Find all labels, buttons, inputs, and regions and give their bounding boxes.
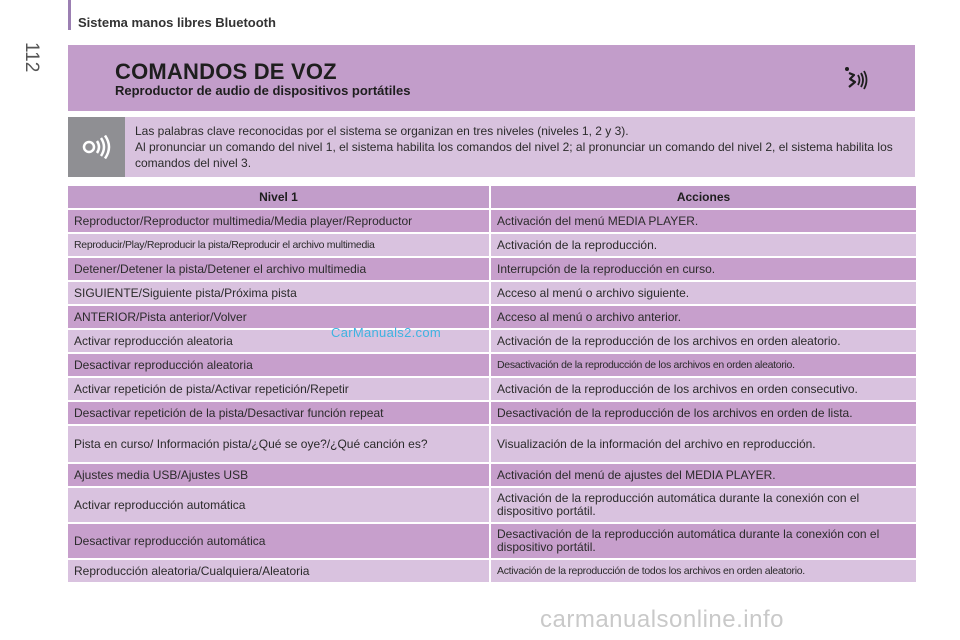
action-cell: Activación de la reproducción de los archivos en orden aleatorio.	[489, 330, 916, 352]
action-cell: Acceso al menú o archivo siguiente.	[489, 282, 916, 304]
command-cell: Reproducción aleatoria/Cualquiera/Aleatoria	[68, 560, 489, 582]
intro-line-2: Al pronunciar un comando del nivel 1, el sistema habilita los comandos del nivel 2; al pronunciar un comando del nivel 2, el sistema habilita los comandos del nivel 3.	[135, 140, 893, 170]
column-header-actions: Acciones	[489, 186, 916, 208]
action-cell: Desactivación de la reproducción automática durante la conexión con el dispositivo portátil.	[489, 524, 916, 558]
action-cell: Acceso al menú o archivo anterior.	[489, 306, 916, 328]
intro-panel	[68, 117, 915, 177]
table-row	[68, 560, 916, 582]
table-row	[68, 426, 916, 462]
action-cell: Activación de la reproducción automática durante la conexión con el dispositivo portátil.	[489, 488, 916, 522]
banner	[68, 45, 915, 111]
page-number: 112	[21, 42, 42, 73]
voice-commands-table	[68, 184, 916, 584]
table-row	[68, 330, 916, 352]
table-row	[68, 234, 916, 256]
intro-icon-box	[68, 117, 125, 177]
command-cell: SIGUIENTE/Siguiente pista/Próxima pista	[68, 282, 489, 304]
command-cell: Detener/Detener la pista/Detener el archivo multimedia	[68, 258, 489, 280]
header-accent-bar	[68, 0, 71, 30]
table-row	[68, 464, 916, 486]
action-cell: Activación de la reproducción.	[489, 234, 916, 256]
table-row	[68, 354, 916, 376]
banner-subtitle: Reproductor de audio de dispositivos portátiles	[115, 83, 411, 98]
table-row	[68, 258, 916, 280]
action-cell: Activación del menú MEDIA PLAYER.	[489, 210, 916, 232]
command-cell: Desactivar reproducción aleatoria	[68, 354, 489, 376]
action-cell: Desactivación de la reproducción de los archivos en orden de lista.	[489, 402, 916, 424]
intro-text	[135, 123, 905, 171]
section-title: Sistema manos libres Bluetooth	[78, 15, 276, 30]
footer-watermark: carmanualsonline.info	[540, 606, 784, 633]
command-cell: Activar reproducción aleatoria	[68, 330, 489, 352]
action-cell: Activación del menú de ajustes del MEDIA PLAYER.	[489, 464, 916, 486]
table-header-row	[68, 186, 916, 208]
table-row	[68, 306, 916, 328]
table-row	[68, 282, 916, 304]
intro-line-1: Las palabras clave reconocidas por el sistema se organizan en tres niveles (niveles 1, 2 y 3).	[135, 124, 629, 138]
command-cell: Pista en curso/ Información pista/¿Qué se oye?/¿Qué canción es?	[68, 426, 489, 462]
table-row	[68, 488, 916, 522]
watermark-link[interactable]: CarManuals2.com	[331, 325, 441, 340]
action-cell: Visualización de la información del archivo en reproducción.	[489, 426, 916, 462]
command-cell: Desactivar reproducción automática	[68, 524, 489, 558]
banner-title: COMANDOS DE VOZ	[115, 59, 337, 84]
action-cell: Interrupción de la reproducción en curso.	[489, 258, 916, 280]
speaker-waves-icon	[81, 135, 113, 159]
command-cell: Activar repetición de pista/Activar repetición/Repetir	[68, 378, 489, 400]
command-cell: Desactivar repetición de la pista/Desactivar función repeat	[68, 402, 489, 424]
action-cell: Activación de la reproducción de todos los archivos en orden aleatorio.	[489, 560, 916, 582]
command-cell: Activar reproducción automática	[68, 488, 489, 522]
action-cell: Activación de la reproducción de los archivos en orden consecutivo.	[489, 378, 916, 400]
command-cell: ANTERIOR/Pista anterior/Volver	[68, 306, 489, 328]
table-row	[68, 378, 916, 400]
command-cell: Reproductor/Reproductor multimedia/Media player/Reproductor	[68, 210, 489, 232]
table-row	[68, 402, 916, 424]
action-cell: Desactivación de la reproducción de los archivos en orden aleatorio.	[489, 354, 916, 376]
column-header-level: Nivel 1	[68, 186, 489, 208]
command-cell: Ajustes media USB/Ajustes USB	[68, 464, 489, 486]
table-row	[68, 524, 916, 558]
voice-command-icon	[841, 63, 871, 93]
command-cell: Reproducir/Play/Reproducir la pista/Reproducir el archivo multimedia	[68, 234, 489, 256]
table-row	[68, 210, 916, 232]
